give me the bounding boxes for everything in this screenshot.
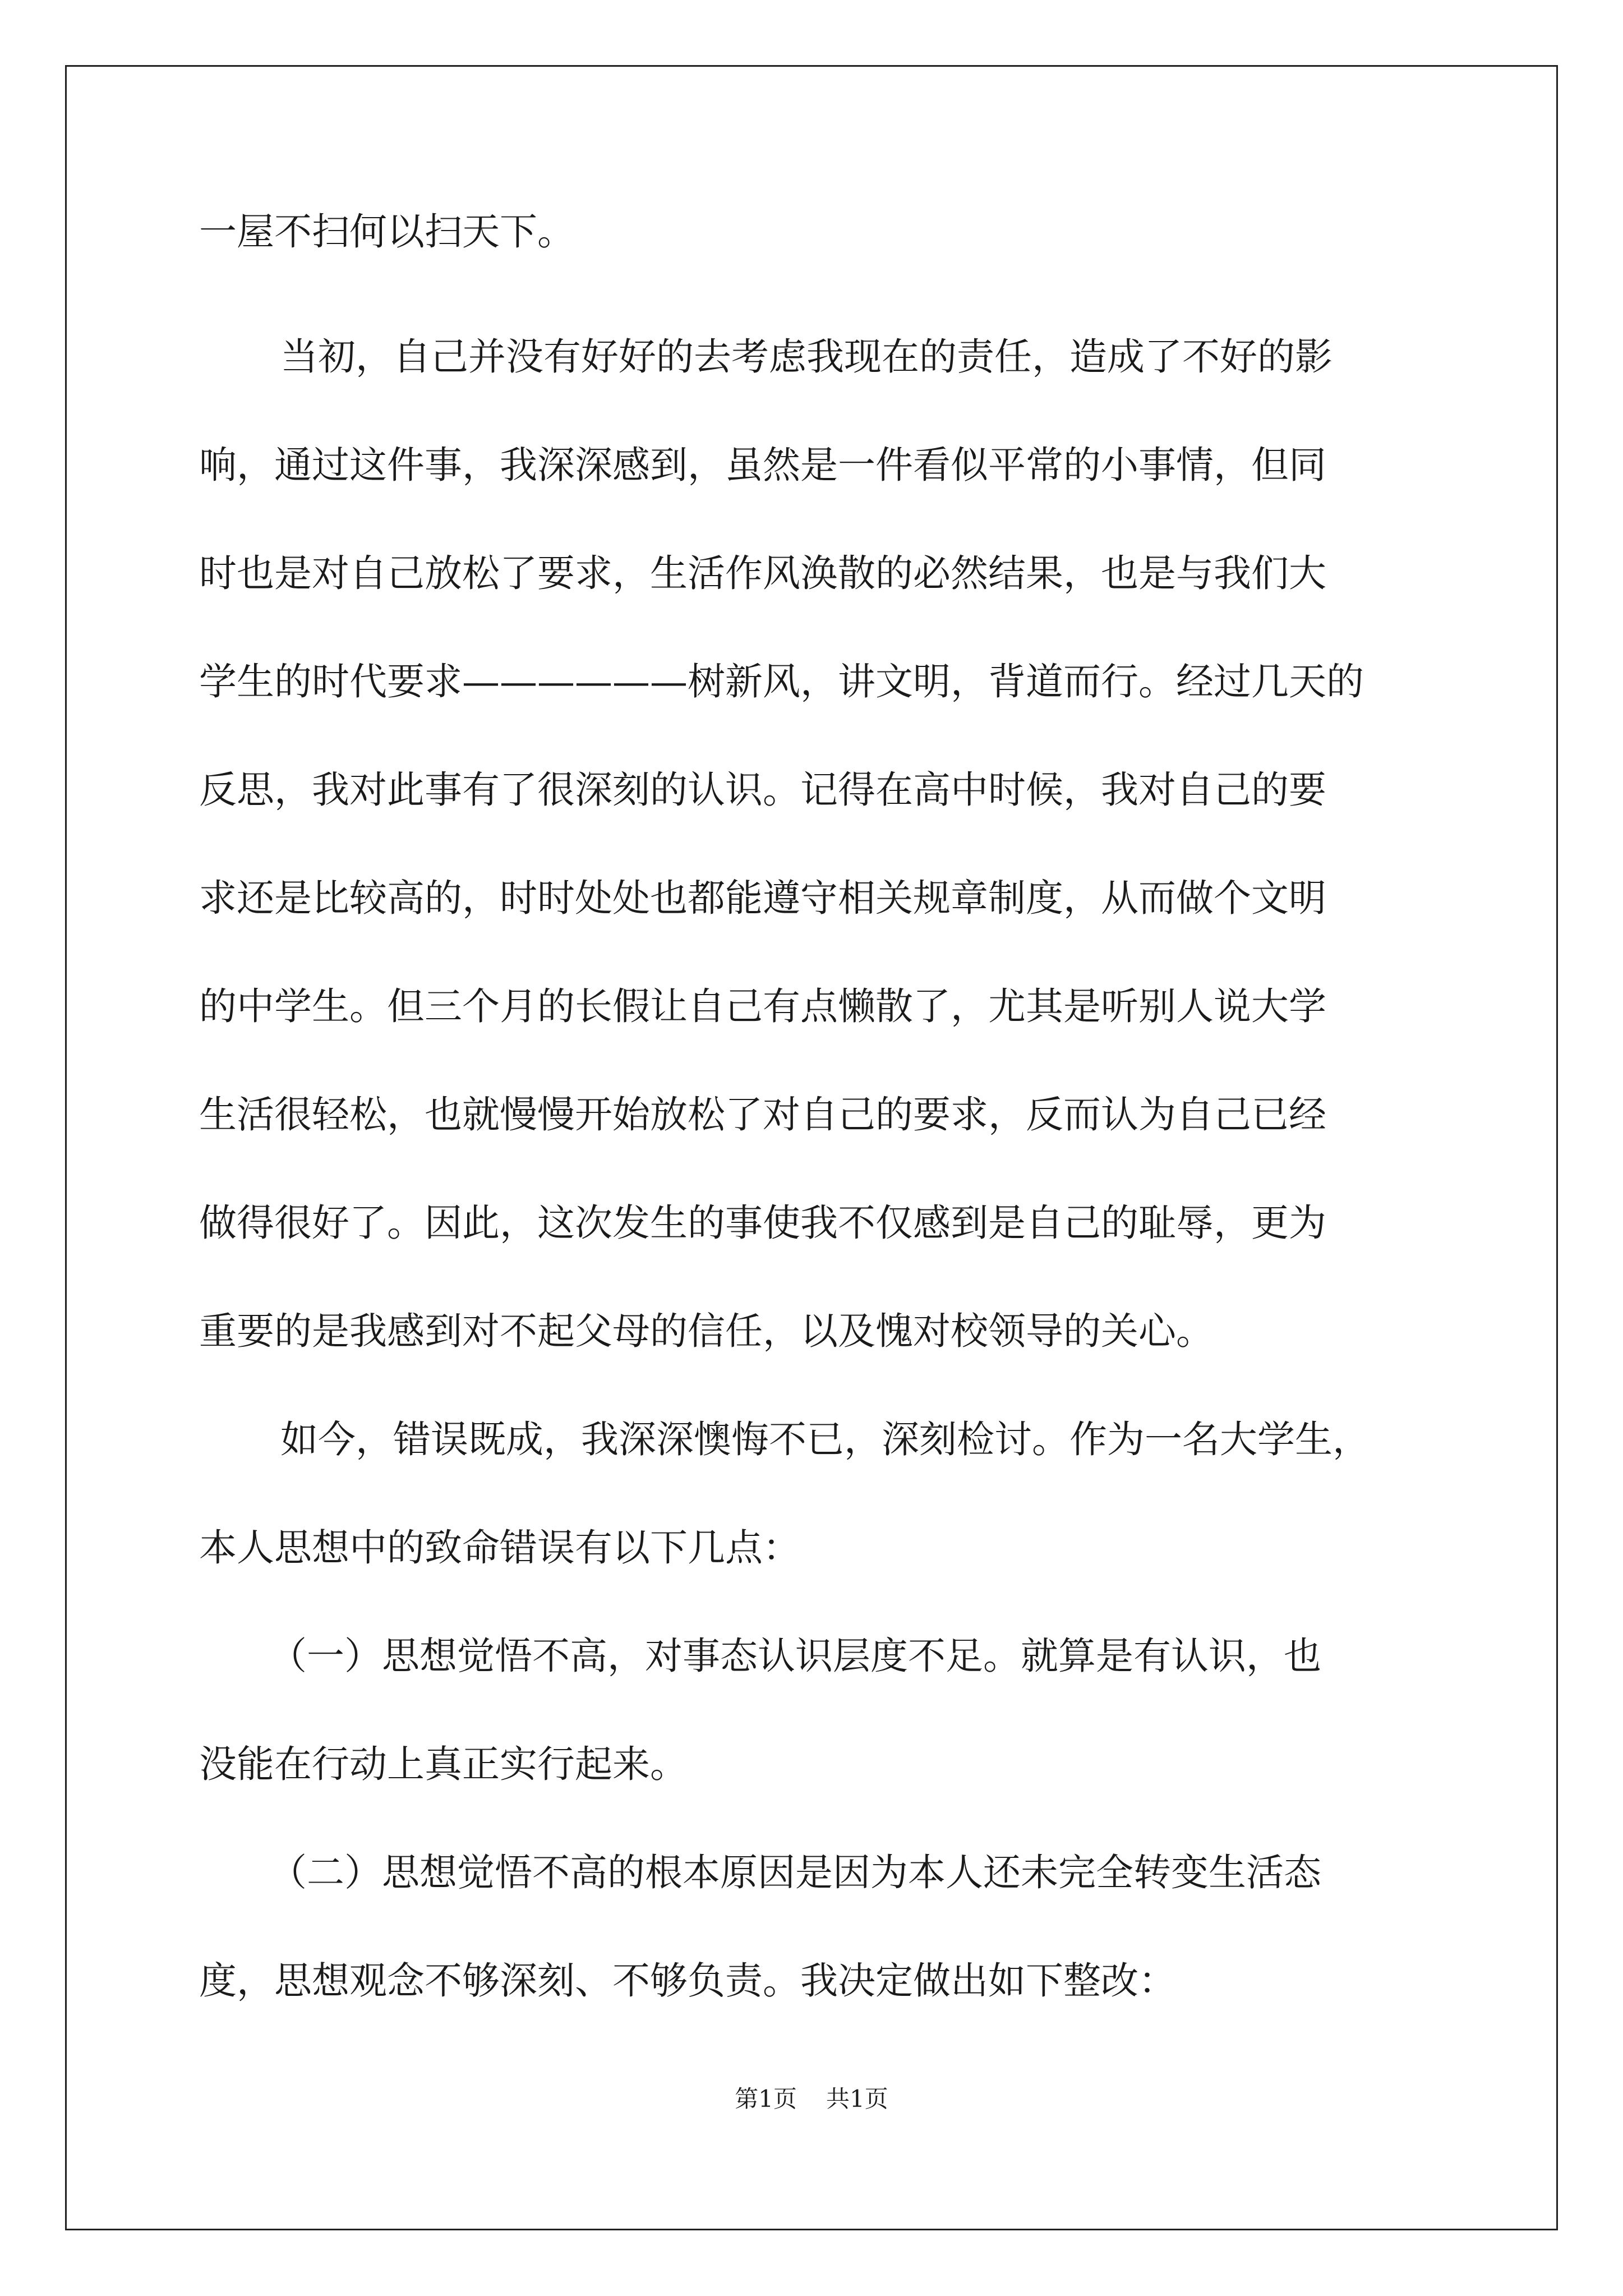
text-line: 重要的是我感到对不起父母的信任，以及愧对校领导的关心。 (199, 1309, 1214, 1353)
text-line: 度，思想观念不够深刻、不够负责。我决定做出如下整改： (199, 1959, 1176, 2003)
page-border (65, 65, 1558, 2230)
text-line: 的中学生。但三个月的长假让自己有点懒散了，尤其是听别人说大学 (199, 984, 1326, 1028)
list-item-first-line: （二）思想觉悟不高的根本原因是因为本人还未完全转变生活态 (269, 1851, 1321, 1894)
text-line: 没能在行动上真正实行起来。 (199, 1742, 688, 1786)
page-number-total: 共1页 (826, 2085, 888, 2113)
text-line: 反思，我对此事有了很深刻的认识。记得在高中时候，我对自己的要 (199, 768, 1326, 812)
text-line: 一屋不扫何以扫天下。 (199, 210, 575, 254)
page-footer (0, 2082, 1623, 2116)
list-item-first-line: （一）思想觉悟不高，对事态认识层度不足。就算是有认识，也 (269, 1634, 1321, 1678)
text-line: 时也是对自己放松了要求，生活作风涣散的必然结果，也是与我们大 (199, 551, 1326, 595)
text-line: 学生的时代要求——————树新风，讲文明，背道而行。经过几天的 (199, 660, 1364, 703)
text-line: 本人思想中的致命错误有以下几点： (199, 1526, 800, 1570)
text-line: 求还是比较高的，时时处处也都能遵守相关规章制度，从而做个文明 (199, 876, 1326, 920)
text-line: 做得很好了。因此，这次发生的事使我不仅感到是自己的耻辱，更为 (199, 1201, 1326, 1245)
text-line: 生活很轻松，也就慢慢开始放松了对自己的要求，反而认为自己已经 (199, 1093, 1326, 1137)
paragraph-first-line: 当初，自己并没有好好的去考虑我现在的责任，造成了不好的影 (280, 335, 1332, 379)
text-line: 响，通过这件事，我深深感到，虽然是一件看似平常的小事情，但同 (199, 443, 1326, 487)
paragraph-first-line: 如今，错误既成，我深深懊悔不已，深刻检讨。作为一名大学生， (280, 1418, 1370, 1461)
page-number-current: 第1页 (735, 2085, 797, 2113)
